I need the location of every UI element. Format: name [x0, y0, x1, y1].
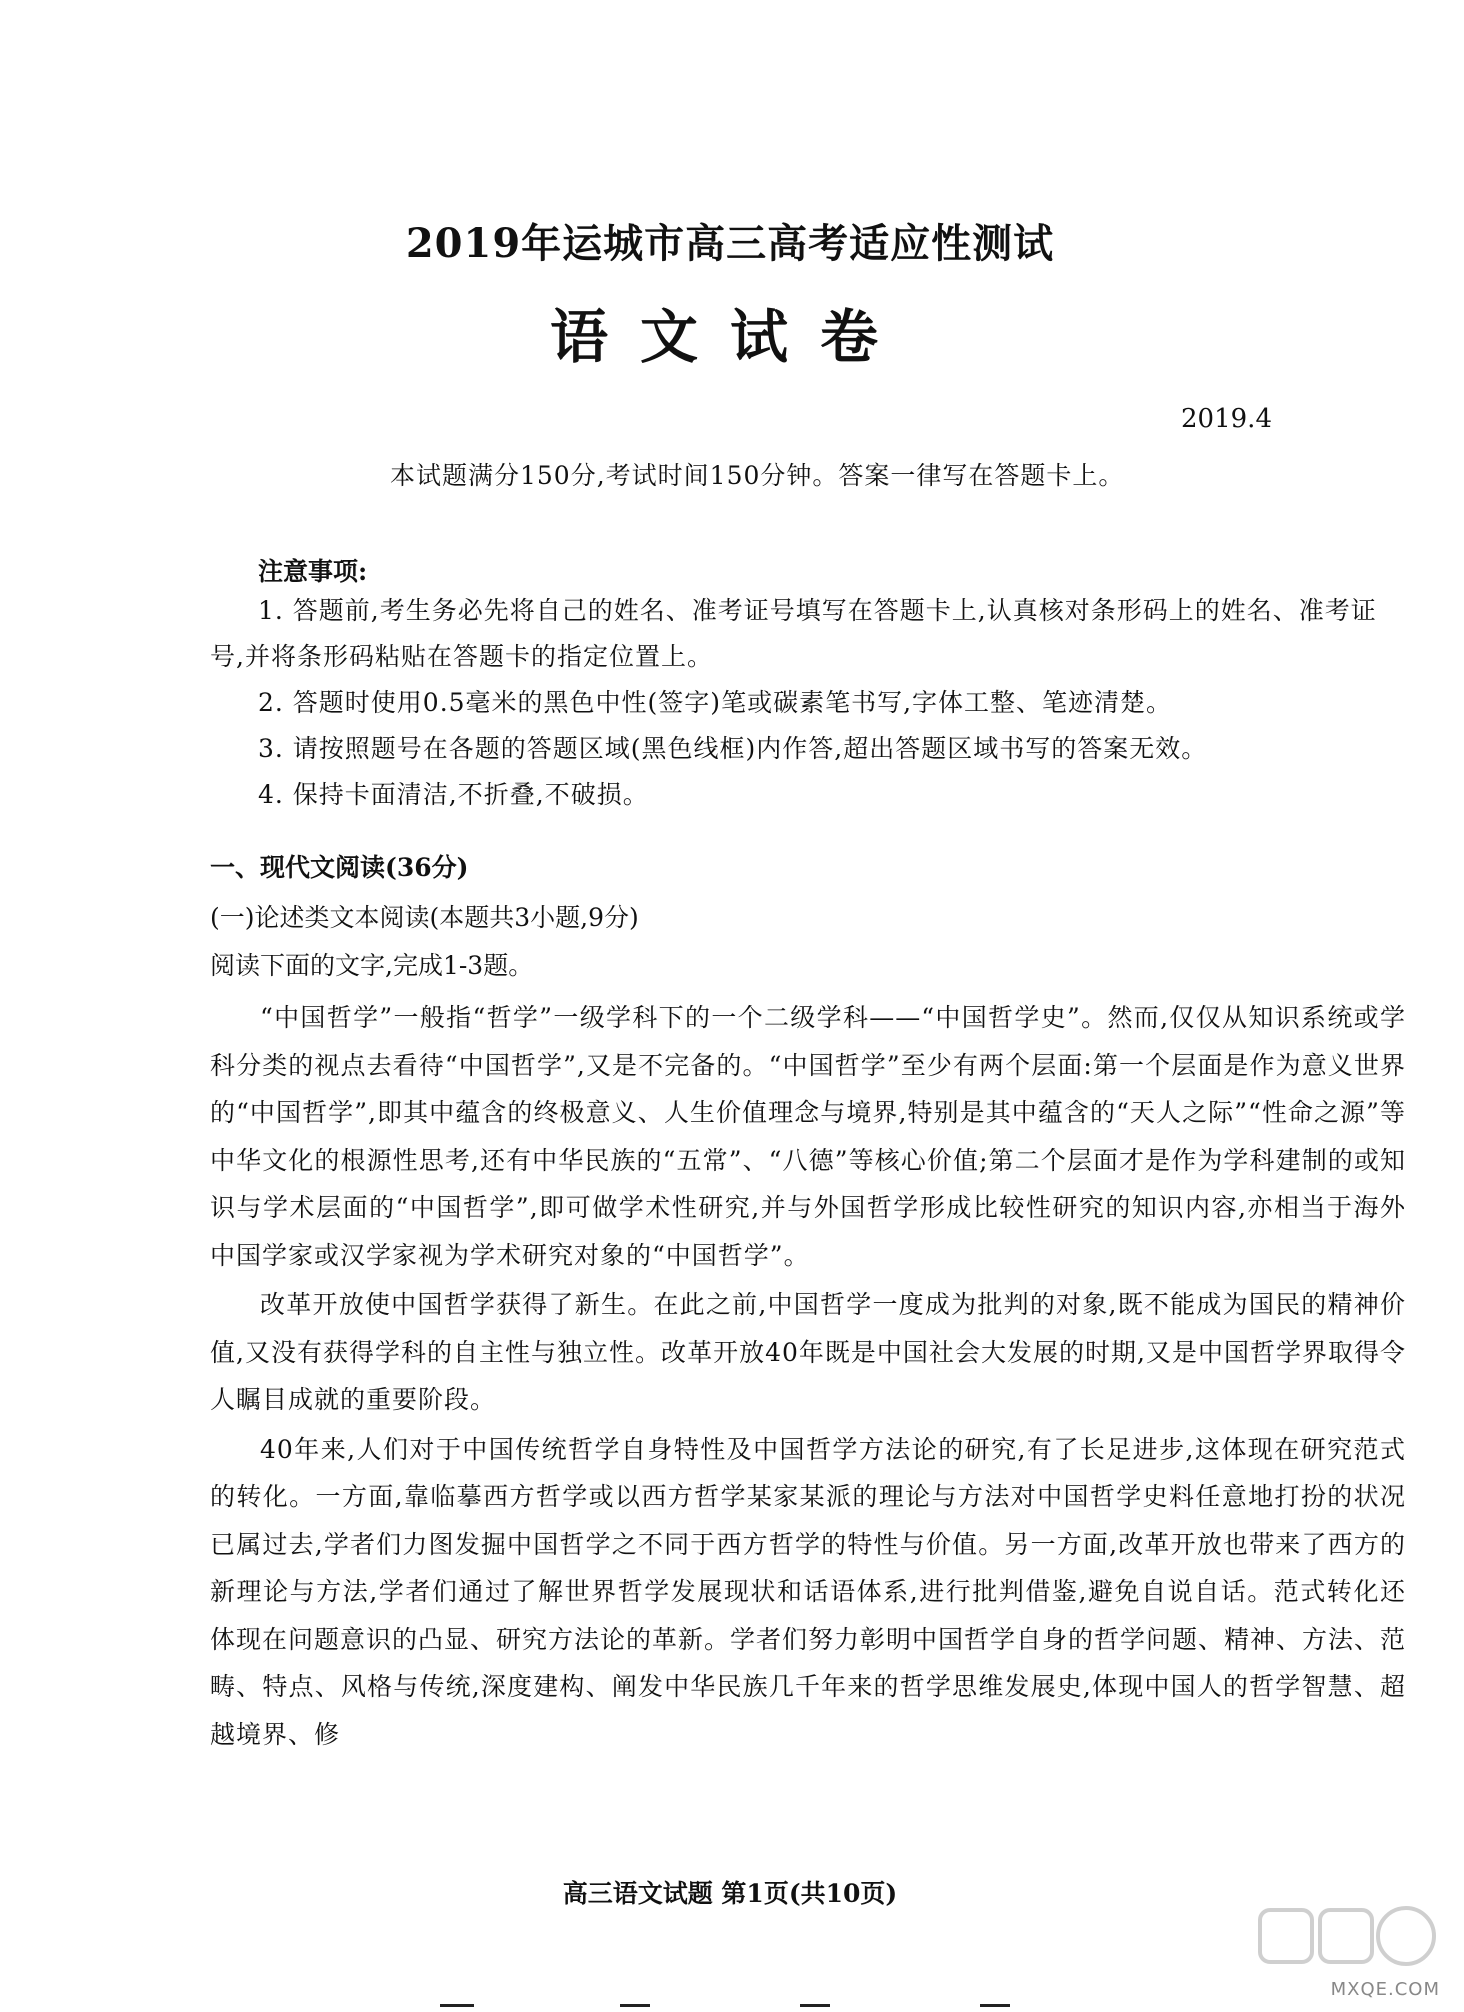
scan-artifact [980, 2004, 1010, 2007]
notice-list [210, 588, 1400, 818]
page-footer: 高三语文试题 第1页(共10页) [562, 1879, 898, 1908]
notice-item: 2. 答题时使用0.5毫米的黑色中性(签字)笔或碳素笔书写,字体工整、笔迹清楚。 [258, 688, 1173, 717]
notice-item: 3. 请按照题号在各题的答题区域(黑色线框)内作答,超出答题区域书写的答案无效。 [258, 734, 1208, 763]
passage-paragraph: 改革开放使中国哲学获得了新生。在此之前,中国哲学一度成为批判的对象,既不能成为国民的精神价值,又没有获得学科的自主性与独立性。改革开放40年既是中国社会大发展的时期,又是中国哲学界取得令人瞩目成就的重要阶段。 [210, 1290, 1406, 1414]
watermark-site: MXQE.COM [1330, 1979, 1440, 2000]
scan-artifact [800, 2004, 830, 2007]
exam-title: 2019年运城市高三高考适应性测试 [405, 220, 1055, 267]
exam-info: 本试题满分150分,考试时间150分钟。答案一律写在答题卡上。 [390, 461, 1125, 490]
section-heading: 一、现代文阅读(36分) [210, 853, 469, 882]
passage-paragraph: 40年来,人们对于中国传统哲学自身特性及中国哲学方法论的研究,有了长足进步,这体现在研究范式的转化。一方面,靠临摹西方哲学或以西方哲学某家某派的理论与方法对中国哲学史料任意地打扮的状况已属过去,学者们力图发掘中国哲学之不同于西方哲学的特性与价值。另一方面,改革开放也带来了西方的新理论与方法,学者们通过了解世界哲学发展现状和话语体系,进行批判借鉴,避免自说自话。范式转化还体现在问题意识的凸显、研究方法论的革新。学者们努力彰明中国哲学自身的哲学问题、精神、方法、范畴、特点、风格与传统,深度建构、阐发中华民族几千年来的哲学思维发展史,体现中国人的哲学智慧、超越境界、修 [210, 1434, 1407, 1749]
reading-instruction: 阅读下面的文字,完成1-3题。 [210, 951, 534, 980]
notice-item: 4. 保持卡面清洁,不折叠,不破损。 [258, 780, 649, 809]
reading-passage [210, 994, 1406, 1760]
subject-title: 语文试卷 [549, 303, 910, 371]
scan-artifact [440, 2004, 474, 2007]
scan-artifact [620, 2004, 650, 2007]
notice-heading: 注意事项: [258, 557, 368, 586]
notice-item: 1. 答题前,考生务必先将自己的姓名、准考证号填写在答题卡上,认真核对条形码上的姓名、准考证号,并将条形码粘贴在答题卡的指定位置上。 [210, 596, 1377, 671]
subsection-heading: (一)论述类文本阅读(本题共3小题,9分) [210, 903, 639, 932]
passage-paragraph: “中国哲学”一般指“哲学”一级学科下的一个二级学科——“中国哲学史”。然而,仅仅从知识系统或学科分类的视点去看待“中国哲学”,又是不完备的。“中国哲学”至少有两个层面:第一个层面是作为意义世界的“中国哲学”,即其中蕴含的终极意义、人生价值理念与境界,特别是其中蕴含的“天人之际”“性命之源”等中华文化的根源性思考,还有中华民族的“五常”、“八德”等核心价值;第二个层面才是作为学科建制的或知识与学术层面的“中国哲学”,即可做学术性研究,并与外国哲学形成比较性研究的知识内容,亦相当于海外中国学家或汉学家视为学术研究对象的“中国哲学”。 [210, 1003, 1406, 1270]
exam-date: 2019.4 [1181, 404, 1272, 434]
